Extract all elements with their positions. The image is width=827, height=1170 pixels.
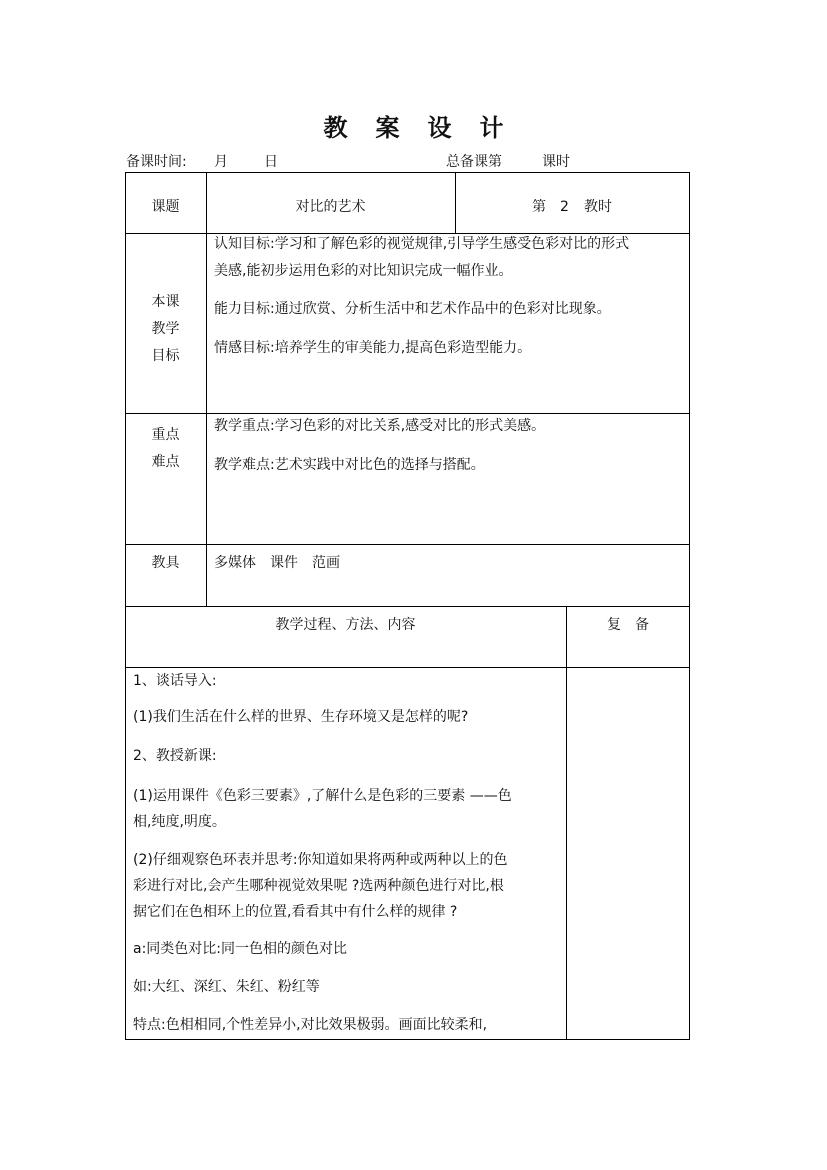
process-line: (1)运用课件《色彩三要素》,了解什么是色彩的三要素 ——色 <box>133 788 512 804</box>
tools-label: 教具 <box>151 555 180 571</box>
emotion-objective: 情感目标:培养学生的审美能力,提高色彩造型能力。 <box>214 340 532 356</box>
period-prefix: 第 <box>532 199 546 215</box>
prep-time-label: 备课时间: <box>126 154 187 170</box>
cognitive-objective-line2: 美感,能初步运用色彩的对比知识完成一幅作业。 <box>214 263 513 279</box>
row-divider <box>125 544 690 545</box>
process-line: 2、教授新课: <box>133 748 217 764</box>
review-header: 复 备 <box>607 617 649 633</box>
process-header: 教学过程、方法、内容 <box>275 617 416 633</box>
row-divider <box>125 413 690 414</box>
day-label: 日 <box>264 154 278 170</box>
process-line: a:同类色对比:同一色相的颜色对比 <box>133 941 348 957</box>
period-number: 2 <box>560 199 569 215</box>
key-points-label: 重点 难点 <box>151 427 180 470</box>
process-line: (2)仔细观察色环表并思考:你知道如果将两种或两种以上的色 <box>133 852 508 868</box>
process-line: 1、谈话导入: <box>133 673 217 689</box>
column-divider <box>455 172 456 233</box>
teaching-key-point: 教学重点:学习色彩的对比关系,感受对比的形式美感。 <box>214 418 546 434</box>
process-line: 据它们在色相环上的位置,看看其中有什么样的规律 ? <box>133 904 458 920</box>
process-line: 彩进行对比,会产生哪种视觉效果呢 ?选两种颜色进行对比,根 <box>133 878 504 894</box>
column-divider <box>206 172 207 606</box>
lesson-unit-label: 课时 <box>542 154 570 170</box>
cognitive-objective-line1: 认知目标:学习和了解色彩的视觉规律,引导学生感受色彩对比的形式 <box>214 236 630 252</box>
process-line: 如:大红、深红、朱红、粉红等 <box>133 979 320 995</box>
month-label: 月 <box>214 154 228 170</box>
process-line: 相,纯度,明度。 <box>133 814 226 830</box>
column-divider <box>566 606 567 1040</box>
process-line: (1)我们生活在什么样的世界、生存环境又是怎样的呢? <box>133 709 469 725</box>
process-line: 特点:色相相同,个性差异小,对比效果极弱。画面比较柔和, <box>133 1017 488 1033</box>
tools-value: 多媒体 课件 范画 <box>214 555 340 571</box>
row-divider <box>125 606 690 607</box>
topic-value: 对比的艺术 <box>295 199 366 215</box>
period-suffix: 教时 <box>584 199 612 215</box>
teaching-difficulty: 教学难点:艺术实践中对比色的选择与搭配。 <box>214 457 485 473</box>
topic-label: 课题 <box>151 199 180 215</box>
ability-objective: 能力目标:通过欣赏、分析生活中和艺术作品中的色彩对比现象。 <box>214 301 611 317</box>
total-prep-label: 总备课第 <box>446 154 502 170</box>
page-title: 教案设计 <box>323 113 532 142</box>
objectives-label: 本课 教学 目标 <box>151 294 180 364</box>
row-divider <box>125 667 690 668</box>
